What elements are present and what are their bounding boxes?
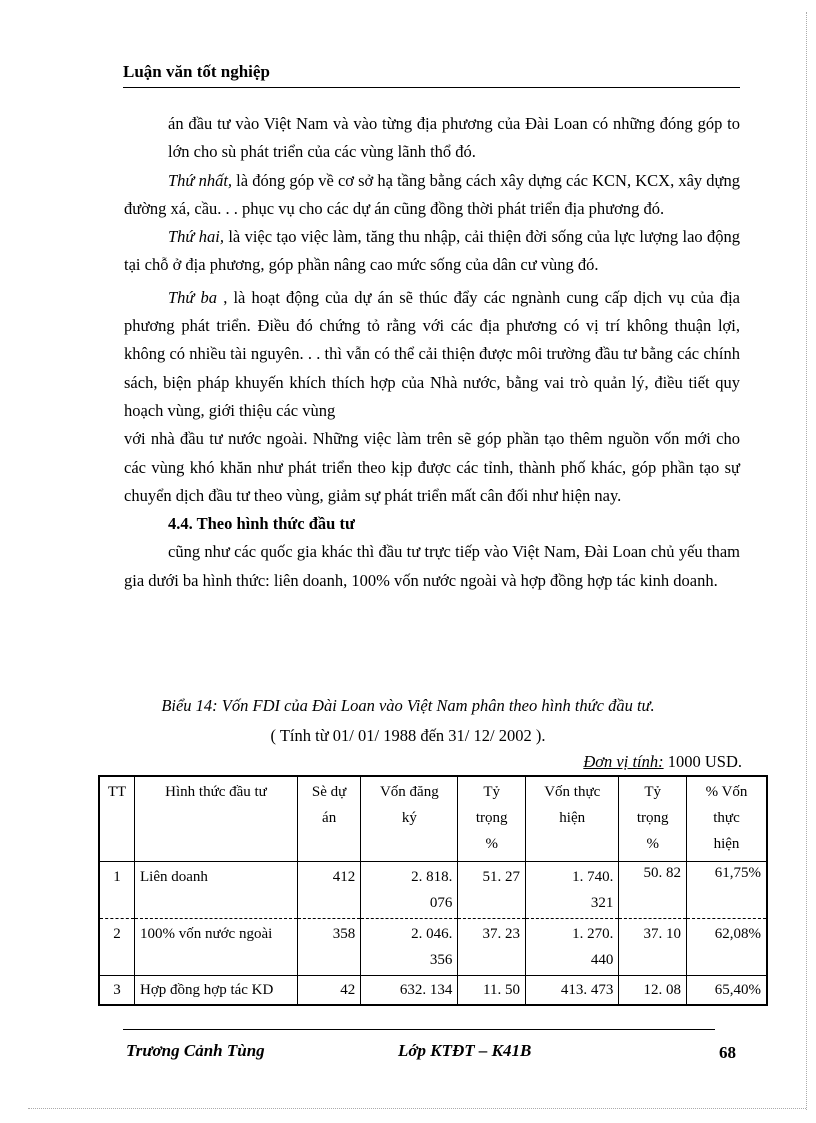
header-pct-realized: % Vốn thực hiện (687, 776, 768, 862)
cell-share-realized: 37. 10 (619, 919, 687, 976)
cell-projects: 358 (298, 919, 361, 976)
header-tt: TT (99, 776, 135, 862)
footer-class: Lớp KTĐT – K41B (398, 1041, 532, 1060)
table-row (99, 919, 767, 976)
cell-share-registered: 11. 50 (458, 976, 526, 1006)
table-unit (583, 752, 742, 772)
cell-share-registered: 37. 23 (458, 919, 526, 976)
cell-share-realized: 50. 82 (619, 862, 687, 919)
cell-tt: 3 (99, 976, 135, 1006)
cell-pct-realized: 61,75% (687, 862, 768, 919)
header-form: Hình thức đầu tư (135, 776, 298, 862)
header-registered: Vốn đăng ký (361, 776, 458, 862)
table-row (99, 862, 767, 919)
paragraph-text: , là hoạt động của dự án sẽ thúc đẩy các ngnành cung cấp dịch vụ của địa phương phát triển. Điều đó chứng tỏ rằng với các địa phương có vị trí không thuận lợi, không có nhiều tài nguyên. . . thì vẫn có thể cải thiện được môi trường đầu tư bằng các chính sách, biện pháp khuyến khích thích hợp của Nhà nước, bằng vai trò quản lý, điều tiết quy hoạch vùng, giới thiệu các vùng (124, 287, 740, 420)
cell-registered: 632. 134 (361, 976, 458, 1006)
paragraph: với nhà đầu tư nước ngoài. Những việc làm trên sẽ góp phần tạo thêm nguồn vốn mới cho các vùng khó khăn như phát triển theo kịp được các tỉnh, thành phố khác, góp phần tạo sự chuyển dịch đầu tư theo vùng, giảm sự phát triển mất cân đối như hiện nay. (124, 429, 740, 505)
header-share-realized: Tỷ trọng % (619, 776, 687, 862)
cell-share-registered: 51. 27 (458, 862, 526, 919)
body-text (124, 110, 740, 595)
paragraph: cũng như các quốc gia khác thì đầu tư trực tiếp vào Việt Nam, Đài Loan chủ yếu tham gia dưới ba hình thức: liên doanh, 100% vốn nước ngoài và hợp đồng hợp tác kinh doanh. (124, 542, 740, 590)
fdi-table (98, 775, 768, 1006)
cell-realized: 1. 270. 440 (526, 919, 619, 976)
cell-registered: 2. 046. 356 (361, 919, 458, 976)
cell-form: Liên doanh (135, 862, 298, 919)
paragraph-text: là đóng góp về cơ sở hạ tầng bằng cách xây dựng các KCN, KCX, xây dựng đường xá, cầu. . . phục vụ cho các dự án cũng đồng thời phát triển địa phương đó. (124, 170, 740, 218)
page-border-right (806, 12, 807, 1110)
paragraph-lead: Thứ hai, (168, 227, 224, 247)
paragraph-text: là việc tạo việc làm, tăng thu nhập, cải thiện đời sống của lực lượng lao động tại chỗ ở địa phương, góp phần nâng cao mức sống của dân cư vùng đó. (124, 227, 740, 275)
paragraph: án đầu tư vào Việt Nam và vào từng địa phương của Đài Loan có những đóng góp to lớn cho sù phát triển của các vùng lãnh thổ đó. (168, 114, 740, 162)
footer-author: Trương Cảnh Tùng (126, 1041, 265, 1060)
cell-tt: 2 (99, 919, 135, 976)
header-projects: Sè dự án (298, 776, 361, 862)
section-heading: 4.4. Theo hình thức đầu tư (168, 514, 355, 534)
cell-pct-realized: 65,40% (687, 976, 768, 1006)
unit-value: 1000 USD. (663, 752, 742, 771)
cell-share-realized: 12. 08 (619, 976, 687, 1006)
cell-form: 100% vốn nước ngoài (135, 919, 298, 976)
paragraph-lead: Thứ nhất, (168, 170, 233, 190)
cell-projects: 412 (298, 862, 361, 919)
cell-tt: 1 (99, 862, 135, 919)
table-caption-period: ( Tính từ 01/ 01/ 1988 đến 31/ 12/ 2002 ). (270, 726, 546, 745)
page-number: 68 (719, 1043, 736, 1062)
table-header-row (99, 776, 767, 862)
cell-pct-realized: 62,08% (687, 919, 768, 976)
footer-rule (123, 1029, 715, 1030)
unit-label: Đơn vị tính: (583, 752, 664, 771)
cell-projects: 42 (298, 976, 361, 1006)
paragraph (124, 223, 740, 280)
cell-realized: 413. 473 (526, 976, 619, 1006)
paragraph (124, 284, 740, 425)
header-title: Luận văn tốt nghiệp (123, 62, 270, 81)
header-rule (123, 87, 740, 88)
paragraph (124, 167, 740, 224)
cell-form: Hợp đồng hợp tác KD (135, 976, 298, 1006)
header-share-registered: Tỷ trọng % (458, 776, 526, 862)
header-realized: Vốn thực hiện (526, 776, 619, 862)
table-row (99, 976, 767, 1006)
page-border-bottom (28, 1108, 806, 1109)
cell-registered: 2. 818. 076 (361, 862, 458, 919)
paragraph-lead: Thứ ba (168, 287, 218, 307)
table-caption-title: Biểu 14: Vốn FDI của Đài Loan vào Việt Nam phân theo hình thức đầu tư. (161, 696, 655, 715)
cell-realized: 1. 740. 321 (526, 862, 619, 919)
